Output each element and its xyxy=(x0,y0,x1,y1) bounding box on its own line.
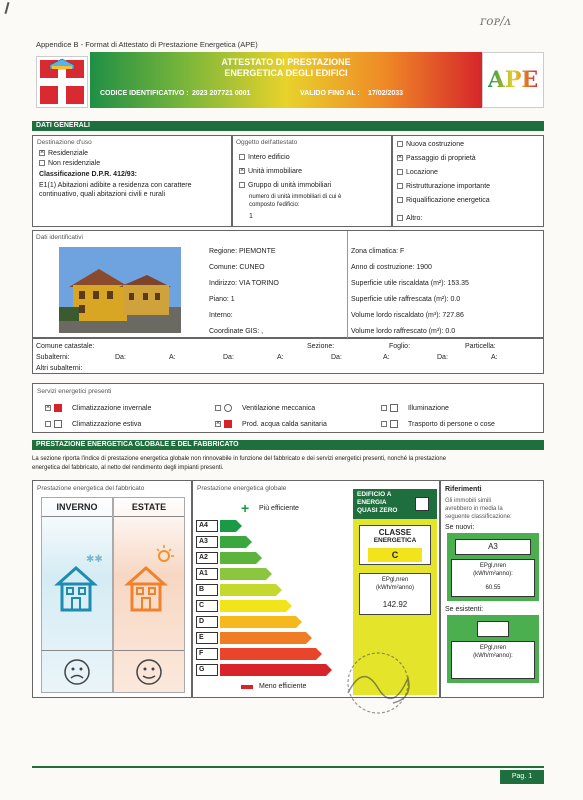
esistenti-class xyxy=(477,621,509,637)
vol-riscaldato-field: Volume lordo riscaldato (m³): 727.86 xyxy=(351,312,464,319)
acqua-calda-service xyxy=(215,420,327,429)
class-bar-e xyxy=(220,632,306,644)
esistenti-box xyxy=(447,615,539,683)
esistenti-epgl-box xyxy=(451,641,535,679)
class-bar-d xyxy=(220,616,296,628)
plus-icon: + xyxy=(241,500,250,516)
ristrutturazione-label: Ristrutturazione importante xyxy=(406,183,491,190)
riferimenti-label: Riferimenti xyxy=(445,486,482,493)
nuovi-epgl-label-line2: (kWh/m²anno): xyxy=(473,571,513,577)
altro-label: Altro: xyxy=(406,215,423,222)
riqualificazione-option xyxy=(397,196,490,205)
signature-stamp xyxy=(323,643,433,723)
class-label-e: E xyxy=(196,632,218,644)
sub-a-4: A: xyxy=(491,354,498,361)
nzeb-checkbox xyxy=(415,497,429,511)
class-label-a4: A4 xyxy=(196,520,218,532)
class-label-a1: A1 xyxy=(196,568,218,580)
inverno-divider-bottom xyxy=(42,650,112,651)
valido-value: 17/02/2033 xyxy=(368,90,404,97)
se-nuovi-label: Se nuovi: xyxy=(445,524,475,531)
meno-efficiente-label: Meno efficiente xyxy=(259,683,307,690)
handwritten-note: ᴦᴏᴘ/ᴧ xyxy=(480,14,511,28)
piano-field: Piano: 1 xyxy=(209,296,235,303)
catasto-panel xyxy=(32,338,544,374)
inverno-column xyxy=(41,497,113,693)
classe-label-line2: ENERGETICA xyxy=(373,537,417,544)
riqualificazione-label: Riqualificazione energetica xyxy=(406,197,490,204)
ventilazione-label: Ventilazione meccanica xyxy=(242,405,316,412)
header-title-line1: ATTESTATO DI PRESTAZIONE xyxy=(221,57,351,67)
nuova-costruzione-label: Nuova costruzione xyxy=(406,141,464,148)
illuminazione-checkbox xyxy=(381,405,387,411)
class-label-b: B xyxy=(196,584,218,596)
trasporto-label: Trasporto di persone o cose xyxy=(408,421,495,428)
non-residenziale-checkbox xyxy=(39,160,45,166)
sezione-label: Sezione: xyxy=(307,343,335,350)
intero-edificio-label: Intero edificio xyxy=(248,154,290,161)
classe-value: C xyxy=(368,548,422,562)
numero-unita-label-line1: numero di unità immobiliari di cui è xyxy=(249,194,342,200)
estate-smile-face-icon xyxy=(135,658,163,686)
globale-label: Prestazione energetica globale xyxy=(197,485,287,492)
header-banner xyxy=(90,52,482,108)
altri-subalterni-label: Altri subalterni: xyxy=(36,365,83,372)
clim-invernale-checkbox xyxy=(45,405,51,411)
altro-option xyxy=(397,214,422,223)
handwritten-mark xyxy=(4,2,9,14)
dati-identificativi-panel xyxy=(32,230,544,338)
nuovi-class: A3 xyxy=(455,539,531,555)
unita-immobiliare-checkbox xyxy=(239,168,245,174)
elevator-icon xyxy=(390,420,398,428)
ristrutturazione-option xyxy=(397,182,490,191)
altro-checkbox xyxy=(397,215,403,221)
gruppo-unita-label: Gruppo di unità immobiliari xyxy=(248,182,332,189)
riferimenti-desc-line2: avrebbero in media la xyxy=(445,506,503,512)
class-label-g: G xyxy=(196,664,218,676)
epgl-label-line1: EPgl,nren xyxy=(381,577,409,583)
intero-edificio-checkbox xyxy=(239,154,245,160)
anno-costruzione-field: Anno di costruzione: 1900 xyxy=(351,264,432,271)
subalterni-label: Subalterni: xyxy=(36,354,70,361)
nzeb-label-line2: ENERGIA xyxy=(357,499,387,506)
classe-label-line1: CLASSE xyxy=(378,528,412,537)
regione-field: Regione: PIEMONTE xyxy=(209,248,276,255)
esistenti-epgl-label-line2: (kWh/m²anno): xyxy=(473,653,513,659)
class-label-a2: A2 xyxy=(196,552,218,564)
esistenti-epgl-label-line1: EPgl,nren xyxy=(479,645,507,651)
acqua-calda-label: Prod. acqua calda sanitaria xyxy=(242,421,327,428)
piu-efficiente-label: Più efficiente xyxy=(259,505,299,512)
water-tap-icon xyxy=(224,420,232,428)
appendix-title: Appendice B - Format di Attestato di Prestazione Energetica (APE) xyxy=(36,40,258,49)
nuova-costruzione-checkbox xyxy=(397,141,403,147)
non-residenziale-label: Non residenziale xyxy=(48,160,101,167)
residenziale-option xyxy=(39,149,88,158)
sup-raffrescata-field: Superficie utile raffrescata (m²): 0.0 xyxy=(351,296,461,303)
class-bar-a2 xyxy=(220,552,256,564)
valido-label: VALIDO FINO AL : xyxy=(300,90,360,97)
nuovi-epgl-label-line1: EPgl,nren xyxy=(479,563,507,569)
classificazione-label: Classificazione D.P.R. 412/93: xyxy=(39,171,137,178)
comune-field: Comune: CUNEO xyxy=(209,264,265,271)
estate-divider xyxy=(114,516,184,517)
destinazione-label: Destinazione d'uso xyxy=(37,139,92,146)
oggetto-panel xyxy=(232,135,392,227)
classe-box xyxy=(359,525,431,565)
bulb-icon xyxy=(390,404,398,412)
sub-da-3: Da: xyxy=(331,354,342,361)
nuovi-epgl-value: 60.55 xyxy=(485,585,501,591)
locazione-option xyxy=(397,168,438,177)
inverno-divider xyxy=(42,516,112,517)
zona-climatica-field: Zona climatica: F xyxy=(351,248,405,255)
comune-catastale-label: Comune catastale: xyxy=(36,343,95,350)
class-bar-a1 xyxy=(220,568,266,580)
class-bar-a3 xyxy=(220,536,246,548)
unita-immobiliare-label: Unità immobiliare xyxy=(248,168,303,175)
indirizzo-field: Indirizzo: VIA TORINO xyxy=(209,280,279,287)
epgl-value: 142.92 xyxy=(382,600,408,609)
class-bar-a4 xyxy=(220,520,236,532)
inverno-label: INVERNO xyxy=(56,502,98,512)
nuovi-epgl-box xyxy=(451,559,535,597)
svg-text:✱✱: ✱✱ xyxy=(86,554,103,565)
locazione-label: Locazione xyxy=(406,169,438,176)
servizi-label: Servizi energetici presenti xyxy=(37,388,112,395)
nzeb-label-line1: EDIFICIO A xyxy=(357,491,392,498)
vol-raffrescato-field: Volume lordo raffrescato (m³): 0.0 xyxy=(351,328,456,335)
estate-column xyxy=(113,497,185,693)
class-bar-c xyxy=(220,600,286,612)
passaggio-checkbox xyxy=(397,155,403,161)
dati-generali-header: DATI GENERALI xyxy=(32,121,544,131)
sub-a-3: A: xyxy=(383,354,390,361)
nuovi-box xyxy=(447,533,539,601)
riferimenti-desc-line3: seguente classificazione: xyxy=(445,514,512,520)
ape-logo-text: APE xyxy=(487,67,539,93)
estate-divider-bottom xyxy=(114,650,184,651)
epgl-label-line2: (kWh/m²anno) xyxy=(375,585,414,591)
nuova-costruzione-option xyxy=(397,140,464,149)
estate-house-icon xyxy=(122,542,178,614)
trasporto-service xyxy=(381,420,495,429)
nzeb-label-line3: QUASI ZERO xyxy=(357,507,398,514)
fabbricato-label: Prestazione energetica del fabbricato xyxy=(37,485,145,492)
header-title-line2: ENERGETICA DEGLI EDIFICI xyxy=(224,68,348,78)
residenziale-checkbox xyxy=(39,150,45,156)
class-label-d: D xyxy=(196,616,218,628)
coordinate-field: Coordinate GIS: , xyxy=(209,328,264,335)
riferimenti-panel xyxy=(440,480,544,698)
riferimenti-desc-line1: Gli immobili simili xyxy=(445,498,491,504)
footer-rule xyxy=(32,766,544,768)
prestazione-description-line2: energetica del fabbricato, al netto del rendimento degli impianti presenti. xyxy=(32,465,224,471)
residenziale-label: Residenziale xyxy=(48,150,89,157)
radiator-icon xyxy=(54,404,62,412)
gruppo-unita-checkbox xyxy=(239,182,245,188)
illuminazione-service xyxy=(381,404,449,413)
building-photo xyxy=(59,247,181,333)
inverno-sad-face-icon xyxy=(63,658,91,686)
page-number: Pag. 1 xyxy=(500,770,544,784)
ristrutturazione-checkbox xyxy=(397,183,403,189)
servizi-panel xyxy=(32,383,544,433)
class-bar-g xyxy=(220,664,326,676)
sub-a-1: A: xyxy=(169,354,176,361)
passaggio-option xyxy=(397,154,476,163)
numero-unita-label-line2: composto l'edificio: xyxy=(249,202,300,208)
codice-value: 2023 207721 0001 xyxy=(192,90,251,97)
class-label-c: C xyxy=(196,600,218,612)
classificazione-value-line2: continuativo, quali abitazioni civili e rurali xyxy=(39,191,166,198)
class-label-a3: A3 xyxy=(196,536,218,548)
foglio-label: Foglio: xyxy=(389,343,411,350)
prestazione-description-line1: La sezione riporta l'indice di prestazione energetica globale non rinnovabile in funzione del fabbricato e dei servizi energetici presenti, nonché la prestazione xyxy=(32,456,447,462)
locazione-checkbox xyxy=(397,169,403,175)
estate-label: ESTATE xyxy=(131,502,167,512)
intero-edificio-option xyxy=(239,153,290,162)
non-residenziale-option xyxy=(39,159,100,168)
riqualificazione-checkbox xyxy=(397,197,403,203)
codice-label: CODICE IDENTIFICATIVO : xyxy=(100,90,189,97)
classificazione-value-line1: E1(1) Abitazioni adibite a residenza con carattere xyxy=(39,182,192,189)
class-bar-f xyxy=(220,648,316,660)
sub-a-2: A: xyxy=(277,354,284,361)
passaggio-label: Passaggio di proprietà xyxy=(406,155,476,162)
fan-icon xyxy=(224,404,232,412)
epgl-box xyxy=(359,573,431,615)
clim-estiva-checkbox xyxy=(45,421,51,427)
numero-unita-value: 1 xyxy=(249,213,253,220)
ape-logo xyxy=(482,52,544,108)
trasporto-checkbox xyxy=(381,421,387,427)
prestazione-header: PRESTAZIONE ENERGETICA GLOBALE E DEL FABBRICATO xyxy=(32,440,544,450)
sub-da-4: Da: xyxy=(437,354,448,361)
sub-da-2: Da: xyxy=(223,354,234,361)
clim-invernale-service xyxy=(45,404,151,413)
acqua-calda-checkbox xyxy=(215,421,221,427)
ventilazione-checkbox xyxy=(215,405,221,411)
sub-da-1: Da: xyxy=(115,354,126,361)
unita-immobiliare-option xyxy=(239,167,302,176)
destinazione-panel xyxy=(32,135,232,227)
piemonte-coat-of-arms xyxy=(36,56,88,108)
interno-field: Interno: xyxy=(209,312,233,319)
snowflake-icon xyxy=(54,420,62,428)
inverno-house-icon xyxy=(52,548,104,614)
motivazione-panel xyxy=(392,135,544,227)
identificativi-divider xyxy=(347,231,348,339)
illuminazione-label: Illuminazione xyxy=(408,405,449,412)
clim-estiva-label: Climatizzazione estiva xyxy=(72,421,142,428)
fabbricato-panel xyxy=(32,480,192,698)
meno-efficiente-swatch xyxy=(241,685,253,689)
oggetto-label: Oggetto dell'attestato xyxy=(236,139,298,146)
class-label-f: F xyxy=(196,648,218,660)
particella-label: Particella: xyxy=(465,343,496,350)
class-bar-b xyxy=(220,584,276,596)
gruppo-unita-option xyxy=(239,181,331,190)
clim-invernale-label: Climatizzazione invernale xyxy=(72,405,152,412)
ventilazione-service xyxy=(215,404,315,413)
clim-estiva-service xyxy=(45,420,141,429)
dati-identificativi-label: Dati identificativi xyxy=(36,234,83,241)
se-esistenti-label: Se esistenti: xyxy=(445,606,484,613)
sup-riscaldata-field: Superficie utile riscaldata (m²): 153.35 xyxy=(351,280,469,287)
